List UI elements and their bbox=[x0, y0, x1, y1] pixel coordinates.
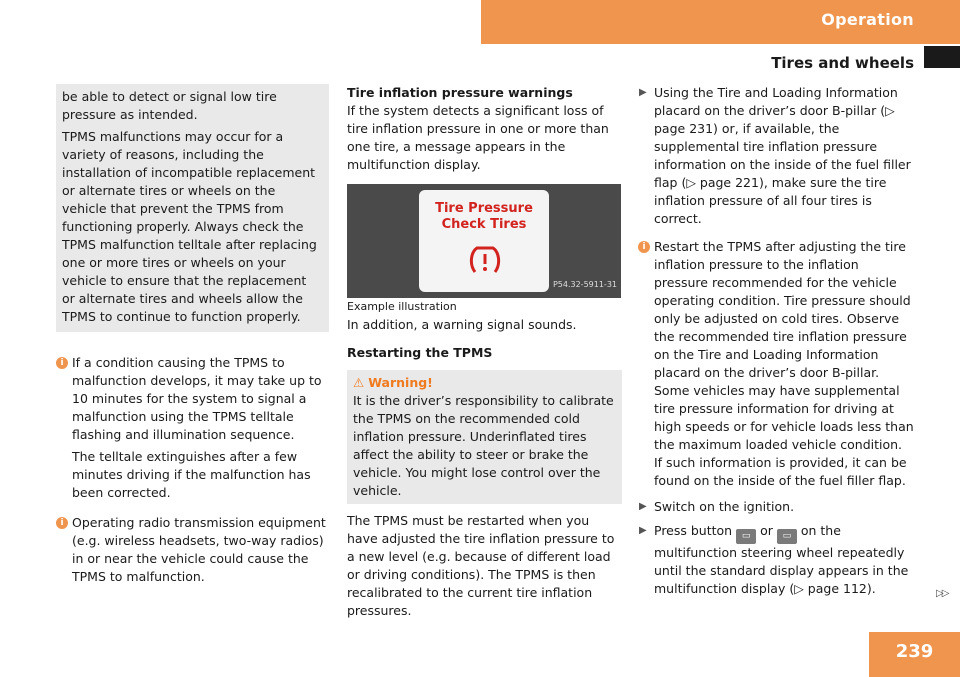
image-code: P54.32-5911-31 bbox=[552, 280, 617, 289]
body-text: In addition, a warning signal sounds. bbox=[347, 317, 577, 332]
warning-header bbox=[353, 374, 616, 392]
instruction-step bbox=[638, 498, 914, 516]
page-number: 239 bbox=[869, 632, 960, 677]
continue-arrow-icon: ▷▷ bbox=[936, 588, 948, 599]
step-text: Switch on the ignition. bbox=[654, 499, 795, 514]
column-1 bbox=[56, 84, 329, 590]
info-note bbox=[56, 354, 329, 502]
step-text bbox=[654, 522, 914, 598]
instruction-step bbox=[638, 84, 914, 228]
bullet-arrow-icon: ▶ bbox=[639, 501, 647, 512]
info-icon: i bbox=[56, 357, 68, 369]
bullet-arrow-icon: ▶ bbox=[639, 525, 647, 536]
warning-title: Warning! bbox=[368, 375, 433, 390]
header-marker bbox=[924, 46, 960, 68]
section-heading: Restarting the TPMS bbox=[347, 345, 493, 360]
bullet-arrow-icon: ▶ bbox=[639, 87, 647, 98]
tpms-warning-icon bbox=[467, 242, 503, 278]
section-heading: Tire inflation pressure warnings bbox=[347, 85, 573, 100]
warning-text: It is the driver’s responsibility to calibrate the TPMS on the recommended cold inflation pressure. Underinflated tires affect the ability to steer or brake the vehicle. You might lose control over the vehicle. bbox=[353, 393, 614, 498]
info-text: Operating radio transmission equipment (e.g. wireless headsets, two-way radios) in or near the vehicle could cause the TPMS to malfunction. bbox=[72, 515, 326, 584]
display-message-line: Check Tires bbox=[441, 217, 527, 232]
info-note bbox=[638, 238, 914, 490]
column-3 bbox=[638, 84, 914, 604]
info-text: If a condition causing the TPMS to malfunction develops, it may take up to 10 minutes for the system to signal a malfunction using the TPMS telltale flashing and illumination sequence. bbox=[72, 355, 322, 442]
dashboard-illustration bbox=[347, 184, 621, 298]
section-title: Operation bbox=[821, 10, 914, 29]
display-button-icon: ▭ bbox=[777, 529, 797, 544]
subsection-title: Tires and wheels bbox=[771, 54, 914, 72]
body-text: If the system detects a significant loss of tire inflation pressure in one or more than one tire, a message appears in the multifunction display. bbox=[347, 103, 609, 172]
image-caption: Example illustration bbox=[347, 300, 457, 313]
info-text: Restart the TPMS after adjusting the tire inflation pressure to the inflation pressure recommended for the vehicle operating condition. Tire pressure should only be adjusted on cold tires. Observe the recommended tire inflation pressure on the Tire and Loading Information placard on the driver’s door B-pillar. Some vehicles may have supplemental tire pressure information for driving at high speeds or for vehicle loads less than the maximum loaded vehicle condition. If such information is provided, it can be found on the inside of the fuel filler flap. bbox=[654, 239, 914, 488]
instruction-step bbox=[638, 522, 914, 598]
info-text: The telltale extinguishes after a few minutes driving if the malfunction has been corrected. bbox=[72, 449, 311, 500]
info-icon: i bbox=[638, 241, 650, 253]
body-text: The TPMS must be restarted when you have adjusted the tire inflation pressure to a new level (e.g. because of different load or driving conditions). The TPMS is then recalibrated to the current tire inflation pressures. bbox=[347, 513, 615, 618]
multifunction-display bbox=[419, 190, 549, 292]
note-paragraph: TPMS malfunctions may occur for a variety of reasons, including the installation of incompatible replacement or alternate tires or wheels on the vehicle that prevent the TPMS from functioning properly. Always check the TPMS malfunction telltale after replacing one or more tires or wheels on your vehicle to ensure that the replacement or alternate tires and wheels allow the TPMS to continue to function properly. bbox=[62, 129, 317, 324]
step-text-part: Press button bbox=[654, 523, 733, 538]
warning-box bbox=[347, 370, 622, 504]
step-text: Using the Tire and Loading Information placard on the driver’s door B-pillar (▷ page 231) or, if available, the supplemental tire inflation pressure information on the inside of the fuel filler flap (▷ page 221), make sure the tire inflation pressure of all four tires is correct. bbox=[654, 85, 911, 226]
warning-triangle-icon: ⚠ bbox=[353, 375, 365, 390]
display-message-line: Tire Pressure bbox=[435, 201, 533, 216]
display-button-icon: ▭ bbox=[736, 529, 756, 544]
info-icon: i bbox=[56, 517, 68, 529]
step-text-part: or bbox=[760, 523, 773, 538]
note-paragraph: be able to detect or signal low tire pressure as intended. bbox=[62, 89, 277, 122]
column-2 bbox=[347, 84, 622, 620]
step-text-part: on the multifunction steering wheel repeatedly until the standard display appears in the multifunction display (▷ page 112). bbox=[654, 523, 909, 596]
info-note bbox=[56, 514, 329, 586]
continued-note-box bbox=[56, 84, 329, 332]
